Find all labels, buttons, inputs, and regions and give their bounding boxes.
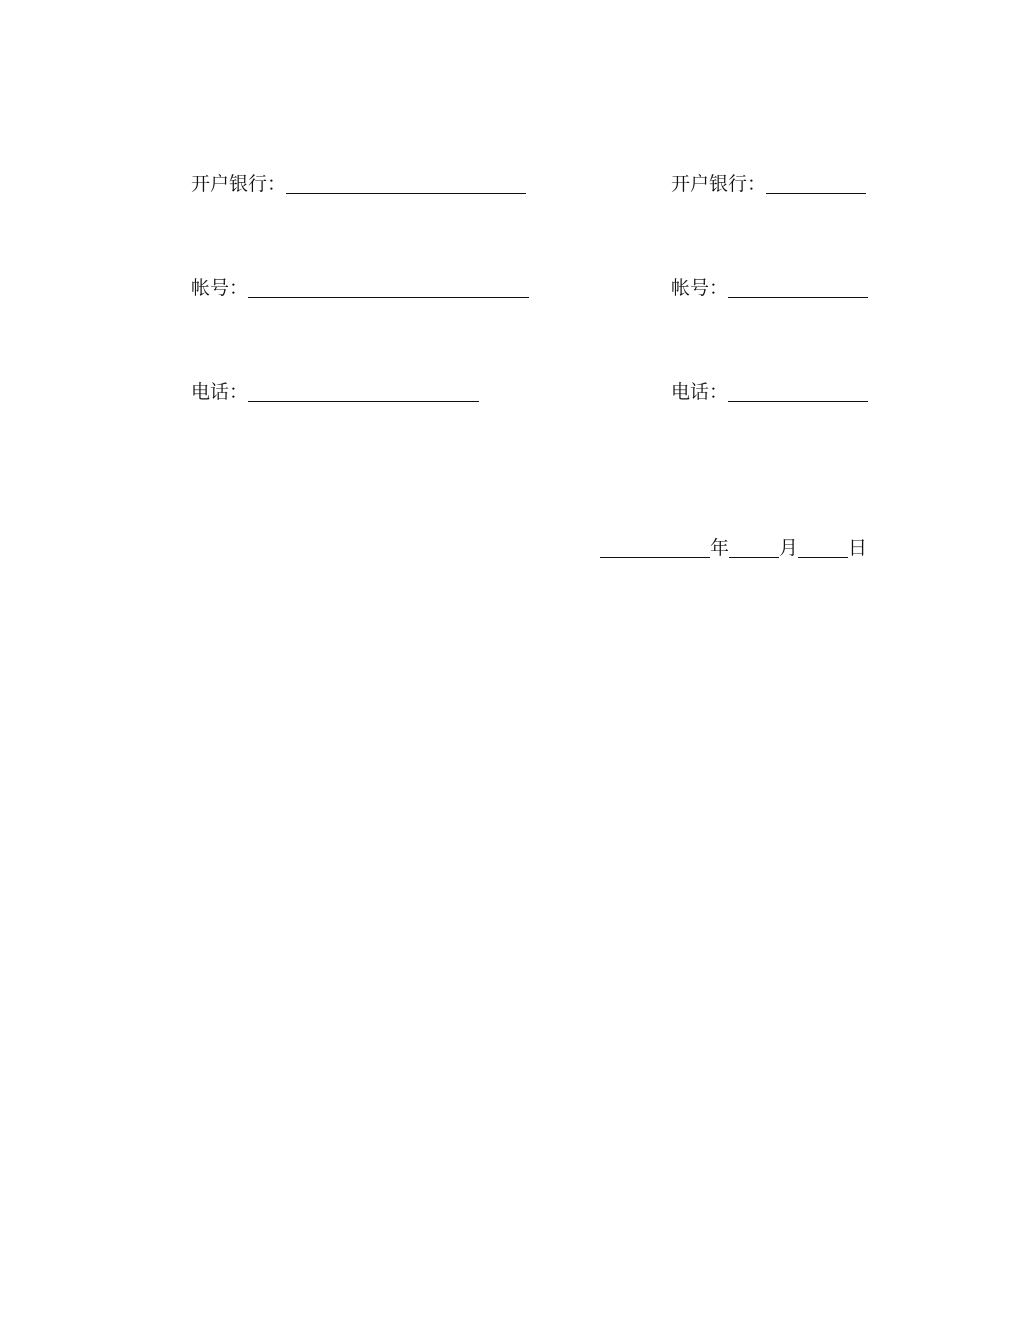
right-phone-field — [671, 380, 868, 404]
left-phone-label: 电话： — [191, 381, 249, 403]
right-bank-label: 开户银行： — [671, 173, 767, 195]
left-account-field — [191, 276, 529, 300]
right-account-blank[interactable] — [728, 277, 868, 298]
right-bank-field — [671, 172, 866, 196]
month-blank[interactable] — [729, 537, 779, 558]
right-account-field — [671, 276, 868, 300]
left-account-blank[interactable] — [248, 277, 529, 298]
date-field — [600, 536, 867, 560]
year-label: 年 — [710, 537, 730, 559]
left-phone-blank[interactable] — [248, 381, 479, 402]
right-bank-blank[interactable] — [766, 173, 866, 194]
day-blank[interactable] — [798, 537, 848, 558]
left-phone-field — [191, 380, 479, 404]
left-account-label: 帐号： — [191, 277, 249, 299]
day-label: 日 — [848, 537, 868, 559]
right-account-label: 帐号： — [671, 277, 729, 299]
right-phone-label: 电话： — [671, 381, 729, 403]
year-blank[interactable] — [600, 537, 710, 558]
month-label: 月 — [779, 537, 799, 559]
left-bank-field — [191, 172, 526, 196]
right-phone-blank[interactable] — [728, 381, 868, 402]
left-bank-blank[interactable] — [286, 173, 526, 194]
left-bank-label: 开户银行： — [191, 173, 287, 195]
